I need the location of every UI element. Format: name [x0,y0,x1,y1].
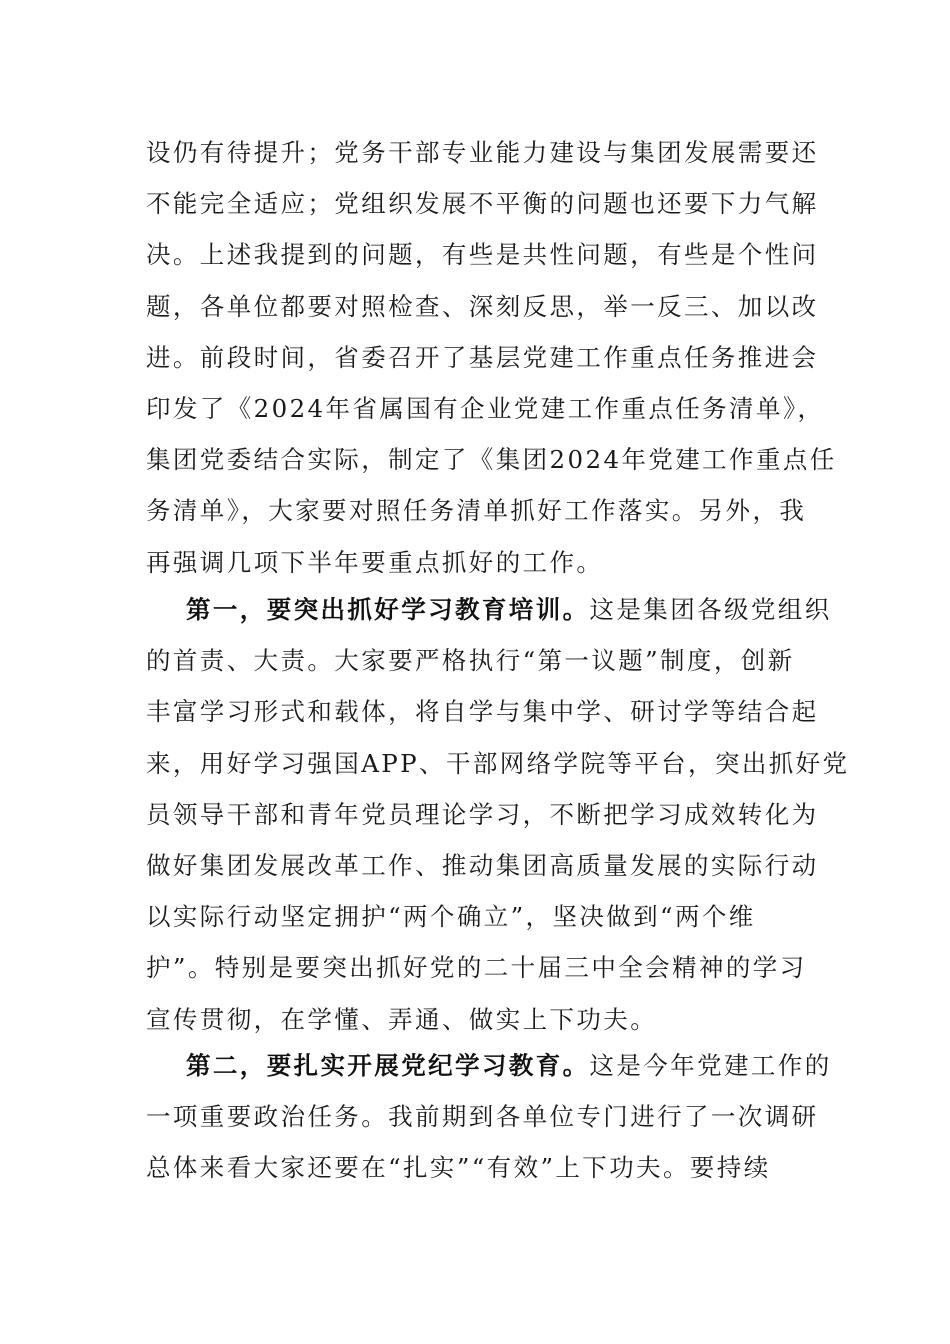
text-line: 的首责、大责。大家要严格执行“第一议题”制度，创新 [146,646,795,676]
text-line: 设仍有待提升；党务干部专业能力建设与集团发展需要还 [146,138,819,167]
text-line: 集团党委结合实际，制定了《集团2024年党建工作重点任 [146,445,837,475]
heading-continuation: 这是今年党建工作的 [589,1051,832,1080]
text-line: 务清单》，大家要对照任务清单抓好工作落实。另外，我 [146,496,807,526]
paragraph-2 [146,584,850,1045]
text-line: 进。前段时间，省委召开了基层党建工作重点任务推进会 [146,342,819,372]
text-line: 总体来看大家还要在“扎实”“有效”上下功夫。要持续 [146,1153,771,1183]
text-line: 题，各单位都要对照检查、深刻反思，举一反三、加以改 [146,291,819,321]
paragraph-3 [146,1040,832,1194]
text-line: 丰富学习形式和载体，将自学与集中学、研讨学等结合起 [146,697,819,727]
text-line: 以实际行动坚定拥护“两个确立”，坚决做到“两个维 [146,902,756,932]
text-line: 印发了《2024年省属国有企业党建工作重点任务清单》， [146,393,825,423]
text-line: 护”。特别是要突出抓好党的二十届三中全会精神的学习 [146,953,807,983]
text-line: 再强调几项下半年要重点抓好的工作。 [146,547,604,577]
paragraph-heading: 第二，要扎实开展党纪学习教育。 [186,1051,590,1080]
text-line: 不能完全适应；党组织发展不平衡的问题也还要下力气解 [146,189,819,219]
heading-continuation: 这是集团各级党组织 [589,595,832,624]
text-line: 员领导干部和青年党员理论学习，不断把学习成效转化为 [146,799,819,829]
paragraph-1 [146,127,837,588]
text-line: 宣传贯彻，在学懂、弄通、做实上下功夫。 [146,1004,658,1034]
text-line: 做好集团发展改革工作、推动集团高质量发展的实际行动 [146,850,819,880]
text-line: 一项重要政治任务。我前期到各单位专门进行了一次调研 [146,1102,819,1132]
paragraph-first-line [146,584,832,635]
paragraph-heading: 第一，要突出抓好学习教育培训。 [186,595,590,624]
paragraph-first-line [146,1040,832,1091]
text-line: 决。上述我提到的问题，有些是共性问题，有些是个性问 [146,240,819,270]
text-line: 来，用好学习强国APP、干部网络学院等平台，突出抓好党 [146,748,850,778]
